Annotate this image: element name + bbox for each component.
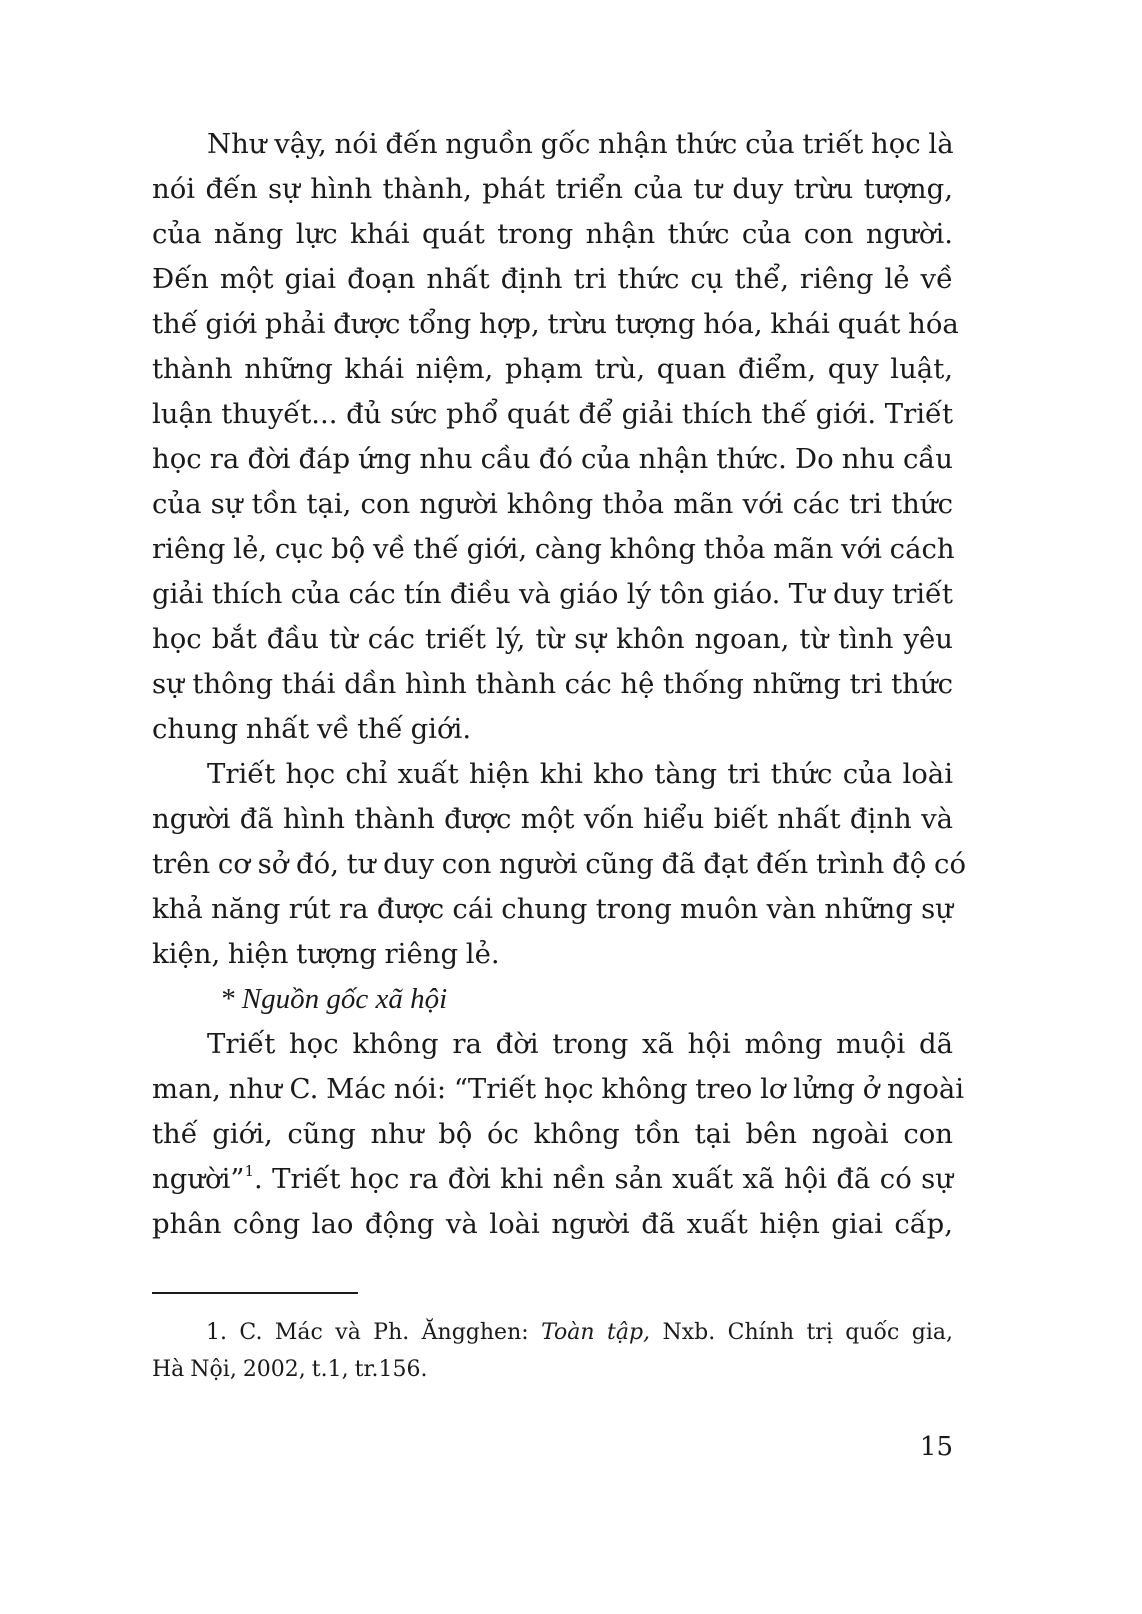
footnote-line (152, 1314, 953, 1351)
text-line: khả năng rút ra được cái chung trong muôn vàn những sự (152, 893, 953, 925)
text-fragment: . Triết học ra đời khi nền sản xuất xã hội đã có sự (253, 1163, 953, 1195)
text-line: của sự tồn tại, con người không thỏa mãn với các tri thức (152, 488, 953, 520)
text-fragment: người” (152, 1163, 245, 1195)
text-line: nói đến sự hình thành, phát triển của tư duy trừu tượng, (152, 173, 953, 205)
paragraph-social-origin (152, 1022, 965, 1247)
text-line: giải thích của các tín điều và giáo lý tôn giáo. Tư duy triết (152, 578, 953, 610)
footnote-reference[interactable]: 1 (244, 1162, 254, 1180)
text-line: trên cơ sở đó, tư duy con người cũng đã đạt đến trình độ có (152, 848, 966, 880)
page-body (152, 122, 966, 1247)
footnote-line: Hà Nội, 2002, t.1, tr.156. (152, 1357, 428, 1382)
text-line: man, như C. Mác nói: “Triết học không treo lơ lửng ở ngoài (152, 1073, 965, 1105)
text-line: sự thông thái dần hình thành các hệ thống những tri thức (152, 668, 953, 700)
footnote-publisher: Nxb. Chính trị quốc gia, (650, 1320, 953, 1345)
text-line: thành những khái niệm, phạm trù, quan điểm, quy luật, (152, 353, 953, 385)
text-line: Đến một giai đoạn nhất định tri thức cụ thể, riêng lẻ về (152, 263, 953, 295)
text-line: kiện, hiện tượng riêng lẻ. (152, 938, 500, 970)
footnote-divider (152, 1292, 358, 1294)
text-line: chung nhất về thế giới. (152, 713, 472, 745)
text-line: Triết học không ra đời trong xã hội mông muội dã (207, 1028, 953, 1060)
text-line-with-footnote-ref (152, 1157, 953, 1202)
paragraph-philosophy-emergence (152, 752, 966, 977)
text-line: riêng lẻ, cục bộ về thế giới, càng không thỏa mãn với cách (152, 533, 955, 565)
text-line: thế giới phải được tổng hợp, trừu tượng hóa, khái quát hóa (152, 308, 959, 340)
paragraph-cognitive-origin (152, 122, 959, 752)
footnote-authors: 1. C. Mác và Ph. Ăngghen: (206, 1320, 542, 1345)
text-line: luận thuyết... đủ sức phổ quát để giải thích thế giới. Triết (152, 398, 953, 430)
text-line: học ra đời đáp ứng nhu cầu đó của nhận thức. Do nhu cầu (152, 443, 953, 475)
footnote-title: Toàn tập, (541, 1320, 651, 1345)
text-line: học bắt đầu từ các triết lý, từ sự khôn ngoan, từ tình yêu (152, 623, 953, 655)
text-line: của năng lực khái quát trong nhận thức của con người. (152, 218, 953, 250)
page-number: 15 (919, 1432, 953, 1462)
text-line: phân công lao động và loài người đã xuất hiện giai cấp, (152, 1208, 953, 1240)
section-heading: * Nguồn gốc xã hội (220, 983, 448, 1015)
text-line: người đã hình thành được một vốn hiểu biết nhất định và (152, 803, 953, 835)
text-line: Triết học chỉ xuất hiện khi kho tàng tri thức của loài (207, 758, 953, 790)
text-line: thế giới, cũng như bộ óc không tồn tại bên ngoài con (152, 1118, 953, 1150)
footnote (152, 1314, 953, 1388)
text-line: Như vậy, nói đến nguồn gốc nhận thức của triết học là (207, 128, 954, 160)
